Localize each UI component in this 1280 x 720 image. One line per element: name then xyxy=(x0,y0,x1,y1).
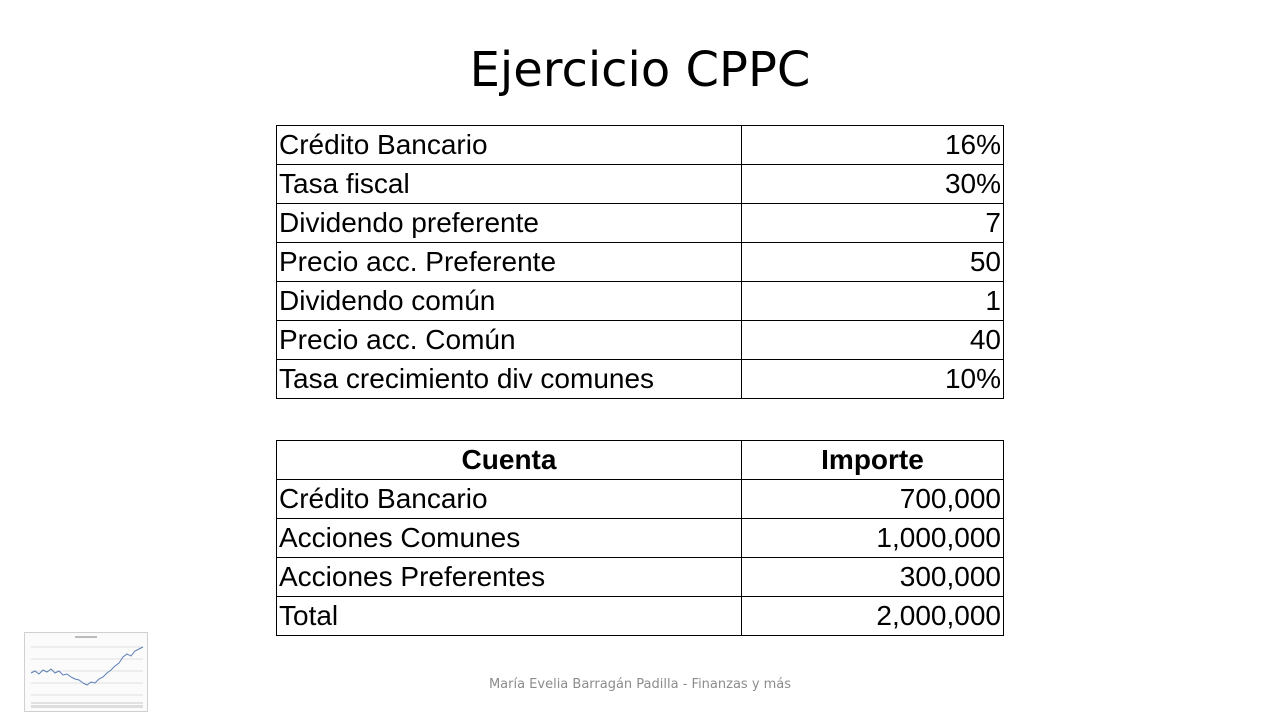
table-header-row xyxy=(277,441,1004,480)
param-label: Tasa fiscal xyxy=(277,165,742,204)
parameters-table xyxy=(276,125,1004,399)
account-amount: 700,000 xyxy=(742,480,1004,519)
account-amount: 300,000 xyxy=(742,558,1004,597)
param-label: Dividendo preferente xyxy=(277,204,742,243)
header-amount: Importe xyxy=(742,441,1004,480)
account-label: Crédito Bancario xyxy=(277,480,742,519)
account-amount: 2,000,000 xyxy=(742,597,1004,636)
table-row xyxy=(277,321,1004,360)
param-label: Crédito Bancario xyxy=(277,126,742,165)
param-value: 7 xyxy=(742,204,1004,243)
param-value: 10% xyxy=(742,360,1004,399)
param-value: 1 xyxy=(742,282,1004,321)
account-label: Total xyxy=(277,597,742,636)
param-value: 30% xyxy=(742,165,1004,204)
param-label: Precio acc. Común xyxy=(277,321,742,360)
account-amount: 1,000,000 xyxy=(742,519,1004,558)
slide-title: Ejercicio CPPC xyxy=(469,42,811,98)
accounts-table xyxy=(276,440,1004,636)
param-label: Precio acc. Preferente xyxy=(277,243,742,282)
table-row xyxy=(277,360,1004,399)
param-value: 16% xyxy=(742,126,1004,165)
table-row xyxy=(277,558,1004,597)
header-account: Cuenta xyxy=(277,441,742,480)
param-value: 50 xyxy=(742,243,1004,282)
table-row xyxy=(277,597,1004,636)
table-row xyxy=(277,165,1004,204)
table-row xyxy=(277,519,1004,558)
table-row xyxy=(277,282,1004,321)
account-label: Acciones Comunes xyxy=(277,519,742,558)
table-row xyxy=(277,243,1004,282)
line-chart-thumbnail-icon xyxy=(24,632,148,712)
line-chart-thumbnail-graphic xyxy=(25,633,147,711)
param-label: Tasa crecimiento div comunes xyxy=(277,360,742,399)
param-value: 40 xyxy=(742,321,1004,360)
param-label: Dividendo común xyxy=(277,282,742,321)
slide-footer: María Evelia Barragán Padilla - Finanzas y más xyxy=(488,677,792,692)
table-row xyxy=(277,480,1004,519)
table-row xyxy=(277,204,1004,243)
account-label: Acciones Preferentes xyxy=(277,558,742,597)
table-row xyxy=(277,126,1004,165)
